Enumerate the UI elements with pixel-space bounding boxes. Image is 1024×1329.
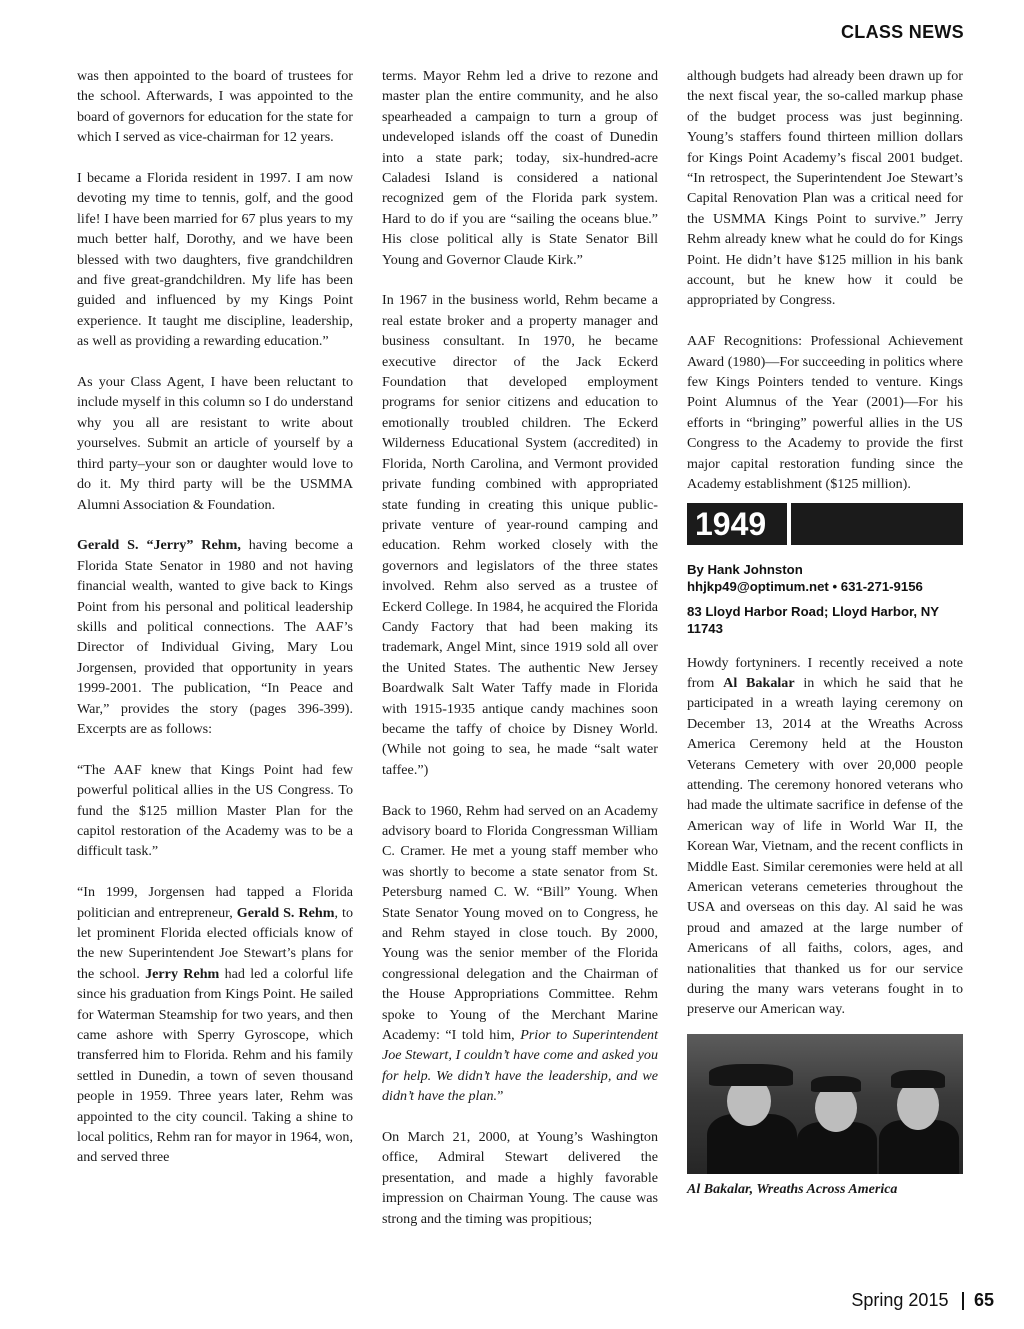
person-name: Gerald S. “Jerry” Rehm, bbox=[77, 537, 241, 554]
paragraph: although budgets had already been drawn up for the next fiscal year, the so-called markup phase of the budget process was just beginning. Young’s staffers found thirteen million dollars for Kings Point Academy’s fiscal 2001 budget. “In retrospect, the Superintendent Joe Stewart’s Capital Renovation Plan was a critical need for the USMMA Kings Point to survive.” Jerry Rehm already knew what he could do for Kings Point. He didn’t have $125 million in his bank account, but he knew how it could be appropriated by Congress. bbox=[687, 68, 963, 309]
paragraph bbox=[77, 535, 353, 739]
author-name: By Hank Johnston bbox=[687, 561, 803, 577]
person-name: Al Bakalar bbox=[723, 674, 795, 691]
author-contact: hhjkp49@optimum.net • 631-271-9156 bbox=[687, 578, 923, 594]
paragraph-text: having become a Florida State Senator in 1980 and not having financial wealth, wanted to give back to Kings Point from his personal and political leadership skills and political connections. The AAF’s Director of Individual Giving, Mary Lou Jorgensen, provided that opportunity in years 1999-2001. The publication, “In Peace and War,” provides the story (pages 396-399). Excerpts are as follows: bbox=[77, 537, 353, 737]
banner-bar bbox=[791, 503, 963, 545]
paragraph bbox=[77, 882, 353, 1168]
column-3 bbox=[687, 66, 963, 1200]
paragraph: As your Class Agent, I have been reluctant to include myself in this column so I do understand why you all are resistant to write about yourselves. Submit an article of yourself by a third party–your son or daughter would love to do it. My third party will be the USMMA Alumni Association & Foundation. bbox=[77, 374, 353, 513]
paragraph-text: ” bbox=[497, 1088, 504, 1105]
paragraph-text: in which he said that he participated in a wreath laying ceremony on December 13, 2014 at the Wreaths Across America Ceremony held at the Houston Veterans Cemetery with over 20,000 people attending. The ceremony honored veterans who had made the ultimate sacrifice in defense of the American way of life in World War II, the Korean War, Vietnam, and the recent conflicts in Middle East. Similar ceremonies were held at all American veterans cemeteries throughout the USA and overseas on this day. Al said he was proud and amazed at the large number of Americans of all faiths, colors, ages, and nationalities that thanked us for our service during the many wars veterans fought in to preserve our American way. bbox=[687, 674, 963, 1018]
paragraph: terms. Mayor Rehm led a drive to rezone and master plan the entire community, and he also spearheaded a campaign to turn a group of undeveloped islands off the coast of Dunedin into a state park; today, six-hundred-acre Caladesi Island is considered a national recognized gem of the Florida park system. Hard to do if you are “sailing the oceans blue.” His close political ally is State Senator Bill Young and Governor Claude Kirk.” bbox=[382, 68, 658, 268]
photo-caption: Al Bakalar, Wreaths Across America bbox=[687, 1181, 898, 1197]
veterans-photo bbox=[687, 1034, 963, 1174]
paragraph bbox=[687, 653, 963, 1020]
person-name: Gerald S. Rehm bbox=[236, 904, 335, 921]
class-year-banner bbox=[687, 503, 963, 545]
photo-figure bbox=[811, 1076, 861, 1092]
paragraph: AAF Recognitions: Professional Achievement Award (1980)—For succeeding in politics where few Kings Pointers tended to venture. Kings Point Alumnus of the Year (2001)—For his efforts in “bringing” powerful allies in the US Congress to the Academy to provide the first major capital restoration funding since the Academy establishment ($125 million). bbox=[687, 333, 963, 493]
person-name: Jerry Rehm bbox=[145, 965, 220, 982]
page-number: 65 bbox=[973, 1290, 994, 1310]
paragraph: I became a Florida resident in 1997. I am now devoting my time to tennis, golf, and the good life! I have been married for 67 plus years to my much better half, Dorothy, and we have been blessed with two daughters, five grandchildren and five great-grandchildren. My life has been guided and influenced by my Kings Point experience. It taught me discipline, leadership, as well as providing a rewarding education.” bbox=[77, 170, 353, 350]
paragraph: On March 21, 2000, at Young’s Washington office, Admiral Stewart delivered the presentation, and made a highly favorable impression on Chairman Young. The cause was strong and the timing was propitious; bbox=[382, 1129, 658, 1227]
author-address: 83 Lloyd Harbor Road; Lloyd Harbor, NY 11743 bbox=[687, 603, 939, 636]
page-footer bbox=[851, 1290, 994, 1311]
paragraph-text: had led a colorful life since his graduation from Kings Point. He sailed for Waterman Steamship for two years, and then came ashore with Sperry Gyroscope, which transferred him to Florida. Rehm and his family settled in Dunedin, a town of seven thousand people in 1959. Three years later, Rehm was appointed to the city council. Taking a shine to local politics, Rehm ran for mayor in 1964, won, and served three bbox=[77, 965, 353, 1166]
class-year: 1949 bbox=[687, 503, 787, 545]
quote-italic: Prior to Superintendent Joe Stewart, I couldn’t have come and asked you for help. We didn’t have the leadership, and we didn’t have the plan. bbox=[382, 1027, 658, 1105]
photo-figure bbox=[709, 1064, 793, 1086]
paragraph-text: Howdy fortyniners. I recently received a note from bbox=[687, 654, 963, 691]
paragraph-text: Back to 1960, Rehm had served on an Academy advisory board to Florida Congressman William C. Cramer. He met a young staff member who was shortly to become a state senator from St. Petersburg named C. W. “Bill” Young. When State Senator Young moved on to Congress, he and Rehm stayed in close touch. By 2000, Young was the senior member of the Florida congressional delegation and the Chairman of the House Appropriations Committee. Rehm spoke to Young of the Merchant Marine Academy: “I told him, bbox=[382, 802, 658, 1044]
photo-figure bbox=[891, 1070, 945, 1088]
byline bbox=[687, 561, 963, 595]
section-label: CLASS NEWS bbox=[840, 22, 964, 42]
paragraph-text: “In 1999, Jorgensen had tapped a Florida politician and entrepreneur, bbox=[77, 884, 353, 921]
paragraph: “The AAF knew that Kings Point had few powerful political allies in the US Congress. To fund the $125 million Master Plan for the capitol restoration of the Academy was to be a difficult task.” bbox=[77, 761, 353, 860]
paragraph: was then appointed to the board of trustees for the school. Afterwards, I was appointed to the board of governors for education for the state for which I served as vice-chairman for 12 years. bbox=[77, 68, 353, 146]
footer-divider bbox=[962, 1292, 964, 1310]
column-1 bbox=[77, 66, 353, 1168]
paragraph-text: , to let prominent Florida elected officials know of the new Superintendent Joe Stewart’s plans for the school. bbox=[77, 904, 353, 982]
paragraph: In 1967 in the business world, Rehm became a real estate broker and a property manager and business consultant. In 1970, he became executive director of the Jack Eckerd Foundation that developed employment programs for senior citizens and education to emotionally troubled children. The Eckerd Wilderness Educational System (accredited) in Florida, North Carolina, and Vermont provided private funding combined with appropriated state funding in creating this unique public-private venture of year-round camping and education. Rehm worked closely with the governors and legislators of the three states involved. Rehm also served as a trustee of Eckerd College. In 1984, he acquired the Florida Candy Factory that had been making its trademark, Angel Mint, since 1919 sold all over the United States. The authentic New Jersey Boardwalk Salt Water Taffy made in Florida with 1915-1935 antique candy machines soon became the taffy of choice by Disney World. (While not going to sea, he made “salt water taffee.”) bbox=[382, 292, 658, 778]
column-2 bbox=[382, 66, 658, 1229]
paragraph bbox=[382, 801, 658, 1107]
issue-label: Spring 2015 bbox=[851, 1290, 949, 1310]
